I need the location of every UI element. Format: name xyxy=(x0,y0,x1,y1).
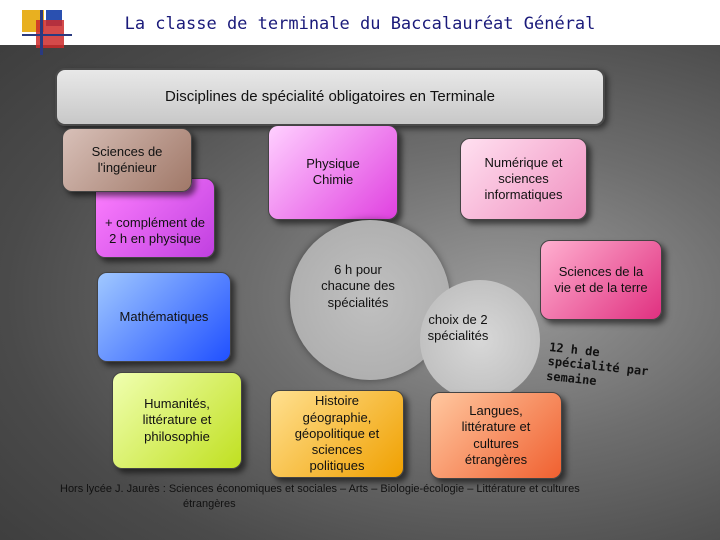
si-text: Sciences de l'ingénieur xyxy=(91,143,163,175)
box-hlp xyxy=(112,372,242,469)
hours-label: 6 h pour chacune des spécialités xyxy=(321,262,395,310)
si-complement-text: + complément de 2 h en physique xyxy=(104,214,206,246)
llce-text: Langues, littérature et cultures étrangères xyxy=(461,403,531,467)
weekly-text: 12 h de spécialité par semaine xyxy=(545,340,650,388)
footer-line1: Hors lycée J. Jaurès : Sciences économiques et sociales – Arts – Biologie-écologie – Littérature et cultures xyxy=(60,483,580,495)
footer-note xyxy=(60,482,680,512)
nsi-text: Numérique et sciences informatiques xyxy=(484,154,563,203)
hlp-text: Humanités, littérature et philosophie xyxy=(142,396,212,444)
maths-text: Mathématiques xyxy=(119,308,209,324)
svt-text: Sciences de la vie et de la terre xyxy=(554,263,648,295)
box-hggsp xyxy=(270,390,404,478)
box-svt xyxy=(540,240,662,320)
hggsp-text: Histoire géographie, géopolitique et sciences politiques xyxy=(294,393,380,474)
box-physique-chimie xyxy=(268,125,398,220)
box-llce xyxy=(430,392,562,479)
box-nsi xyxy=(460,138,587,220)
header-text: Disciplines de spécialité obligatoires en Terminale xyxy=(165,88,495,105)
logo-icon xyxy=(22,10,72,55)
physique-text: Physique Chimie xyxy=(306,156,360,188)
header-box xyxy=(55,68,605,126)
page-title: La classe de terminale du Baccalauréat Général xyxy=(124,14,596,34)
box-maths xyxy=(97,272,231,362)
box-sciences-ingenieur xyxy=(62,128,192,192)
choice-label: choix de 2 spécialités xyxy=(427,312,489,344)
footer-line2: étrangères xyxy=(183,497,236,510)
